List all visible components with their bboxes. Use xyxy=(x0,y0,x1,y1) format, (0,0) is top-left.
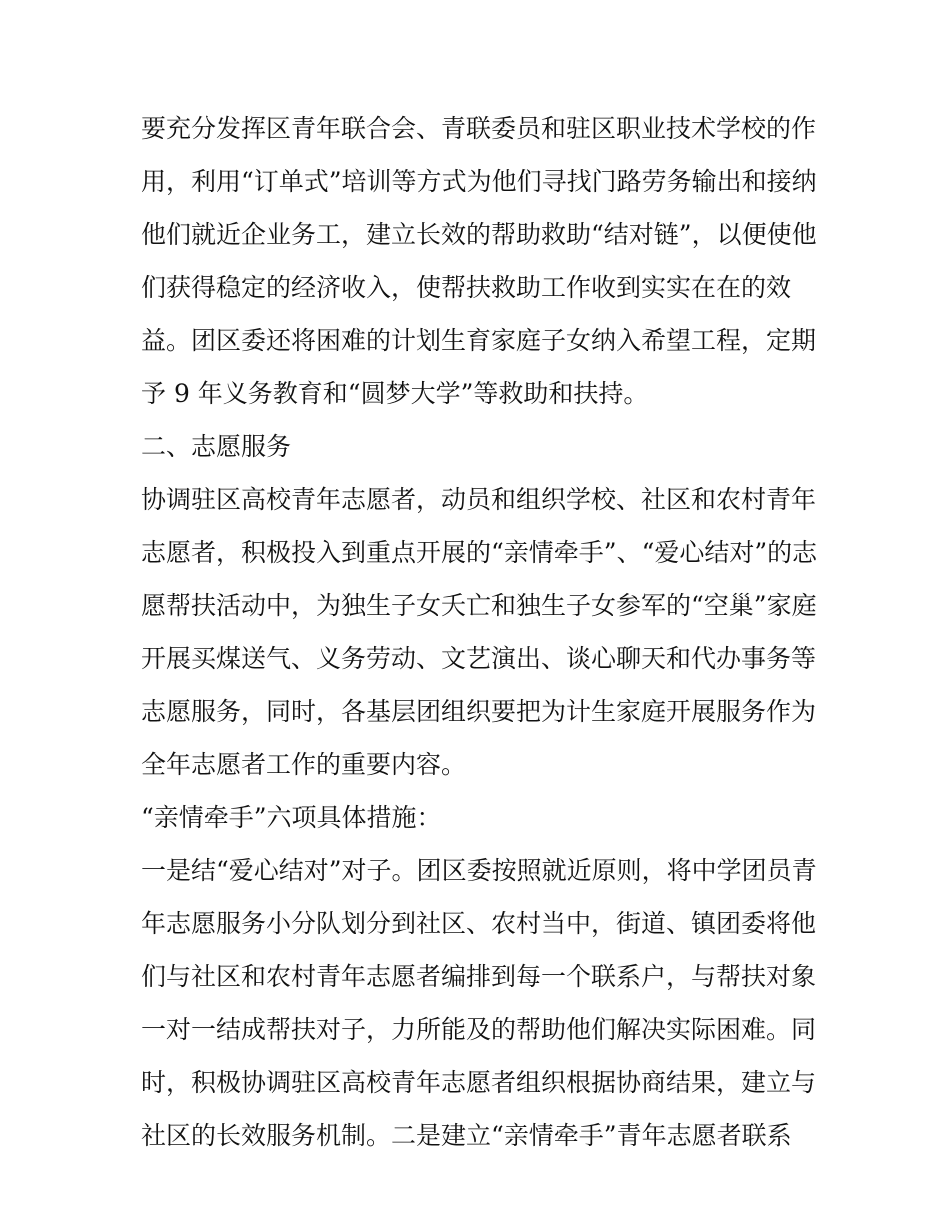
text-line: 年志愿服务小分队划分到社区、农村当中，街道、镇团委将他 xyxy=(141,909,817,938)
text-line: 益。团区委还将困难的计划生育家庭子女纳入希望工程，定期 xyxy=(141,326,817,355)
text-line: 社区的长效服务机制。二是建立“亲情牵手”青年志愿者联系 xyxy=(141,1121,792,1150)
text-line: 要充分发挥区青年联合会、青联委员和驻区职业技术学校的作 xyxy=(141,114,817,143)
text-line: 予 9 年义务教育和“圆梦大学”等救助和扶持。 xyxy=(141,379,649,408)
text-line: 协调驻区高校青年志愿者，动员和组织学校、社区和农村青年 xyxy=(141,485,817,514)
text-line: 志愿服务，同时，各基层团组织要把为计生家庭开展服务作为 xyxy=(141,697,817,726)
text-line: 一是结“爱心结对”对子。团区委按照就近原则，将中学团员青 xyxy=(141,856,817,885)
text-line: 们与社区和农村青年志愿者编排到每一个联系户，与帮扶对象 xyxy=(141,962,817,991)
text-line: 他们就近企业务工，建立长效的帮助救助“结对链”，以便使他 xyxy=(141,220,817,249)
text-line: 们获得稳定的经济收入，使帮扶救助工作收到实实在在的效 xyxy=(141,273,792,302)
subsection-heading: “亲情牵手”六项具体措施： xyxy=(141,803,442,832)
text-line: 开展买煤送气、义务劳动、文艺演出、谈心聊天和代办事务等 xyxy=(141,644,817,673)
text-line: 愿帮扶活动中，为独生子女夭亡和独生子女参军的“空巢”家庭 xyxy=(141,591,817,620)
document-body xyxy=(141,102,821,1162)
text-line: 时，积极协调驻区高校青年志愿者组织根据协商结果，建立与 xyxy=(141,1068,817,1097)
text-line: 志愿者，积极投入到重点开展的“亲情牵手”、“爱心结对”的志 xyxy=(141,538,818,567)
text-line: 一对一结成帮扶对子，力所能及的帮助他们解决实际困难。同 xyxy=(141,1015,817,1044)
text-line: 全年志愿者工作的重要内容。 xyxy=(141,750,467,779)
text-line: 用，利用“订单式”培训等方式为他们寻找门路劳务输出和接纳 xyxy=(141,167,817,196)
section-heading: 二、志愿服务 xyxy=(141,432,292,461)
